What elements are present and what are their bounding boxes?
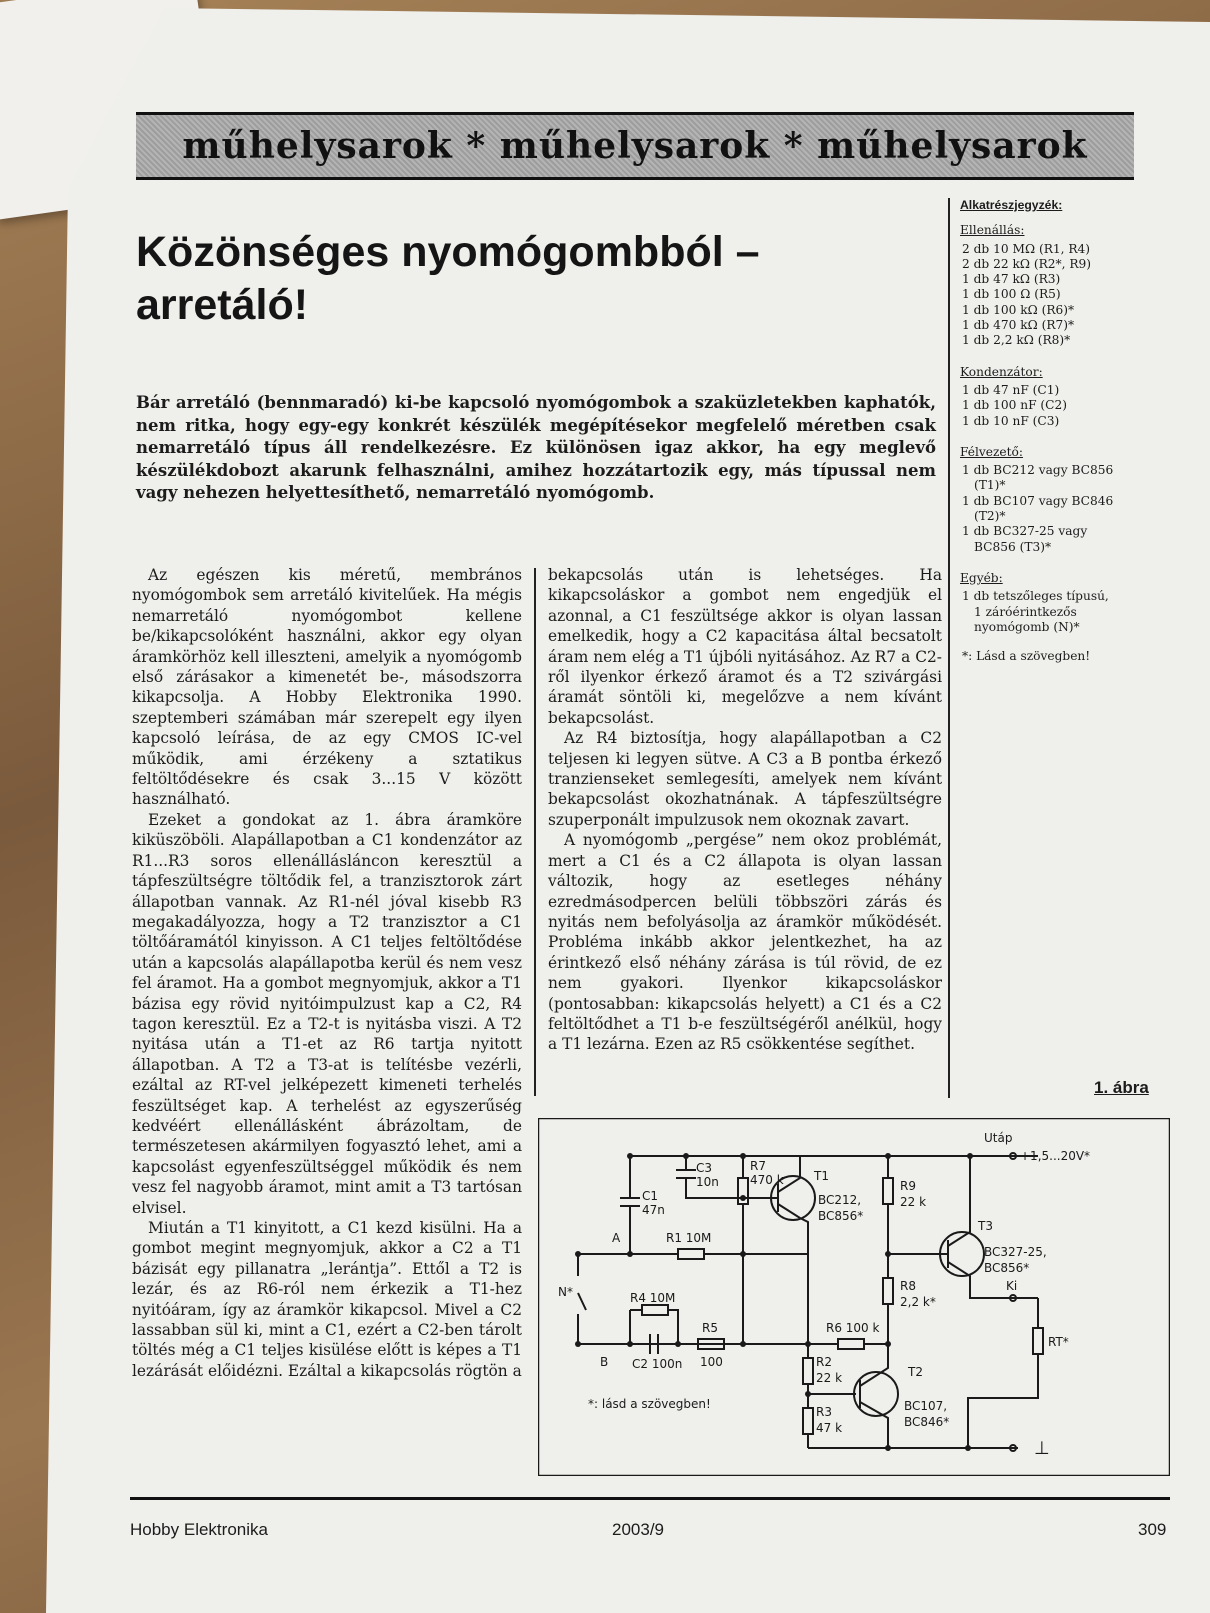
body-paragraph: Az R4 biztosítja, hogy alapállapotban a C2 teljesen ki legyen sütve. A C3 a B pontba érkező tranzienseket semlegesíti, amelyek nem kívánt bekapcsolást okozhatnának. A tápfeszültségre szuperponált impulzusok nem okoznak zavart. [548, 729, 942, 829]
parts-item: 1 db 47 kΩ (R3) [962, 272, 1061, 287]
parts-list [960, 198, 1150, 664]
circuit-diagram [538, 1118, 1170, 1476]
article-title [136, 226, 896, 332]
button-label: N* [558, 1285, 573, 1299]
semiconductors-heading: Félvezető: [960, 444, 1023, 459]
section-banner [136, 112, 1134, 180]
r1-label: R1 10M [666, 1231, 712, 1245]
parts-item: 1 db BC327-25 vagy [962, 524, 1088, 539]
resistors-heading: Ellenállás: [960, 223, 1025, 238]
t2-label: T2 [908, 1365, 923, 1379]
body-paragraph: A nyomógomb „pergése” nem okoz problémát, mert a C1 és a C2 állapota is olyan lassan változik, hogy az esetleges néhány ezredmásodpercen belüli többszöri zárás és nyitás nem befolyásolja az áramkör működését. Probléma inkább akkor jelentkezhet, ha az érintkező első néhány zárása is túl rövid, de ez nem gyakori. Ilyenkor kikapcsoláskor (pontosabban: kikapcsolás helyett) a C1 és a C2 feltöltődhet a T1 b-e feszültségéről anélkül, hogy a T1 lezárna. Ezen az R5 csökkentése segíthet. [548, 831, 942, 1054]
r6-label: R6 100 k [826, 1321, 880, 1335]
body-column-2 [548, 565, 942, 1055]
other-heading: Egyéb: [960, 570, 1003, 585]
t1-type-2: BC856* [818, 1209, 864, 1223]
parts-item: (T1)* [974, 478, 1006, 493]
parts-item: 1 db 10 nF (C3) [962, 413, 1060, 428]
c3-value: 10n [696, 1175, 719, 1189]
parts-item: 1 db 47 nF (C1) [962, 382, 1060, 397]
footer-issue: 2003/9 [612, 1520, 664, 1539]
r3-value: 47 k [816, 1421, 843, 1435]
c3-label: C3 [696, 1161, 713, 1175]
t3-label: T3 [978, 1219, 993, 1233]
parts-item: nyomógomb (N)* [974, 619, 1080, 634]
r7-label: R7 [750, 1159, 766, 1173]
output-label: Ki [1006, 1279, 1018, 1293]
parts-item: 1 db 100 kΩ (R6)* [962, 302, 1075, 317]
footer-page-number: 309 [1138, 1520, 1167, 1539]
parts-item: 1 db tetszőleges típusú, [962, 589, 1109, 604]
parts-note: *: Lásd a szövegben! [962, 649, 1091, 664]
r5-value: 100 [700, 1355, 723, 1369]
parts-item: 2 db 10 MΩ (R1, R4) [962, 241, 1091, 256]
r8-value: 2,2 k* [900, 1295, 936, 1309]
r9-label: R9 [900, 1179, 916, 1193]
c1-value: 47n [642, 1203, 665, 1217]
r2-label: R2 [816, 1355, 832, 1369]
sidebar-divider [948, 198, 950, 1098]
parts-item: 1 db 100 Ω (R5) [962, 287, 1061, 302]
r3-label: R3 [816, 1405, 832, 1419]
parts-item: 1 db BC212 vagy BC856 [962, 463, 1114, 478]
banner-text: műhelysarok * műhelysarok * műhelysarok [182, 125, 1088, 167]
node-b-label: B [600, 1355, 609, 1369]
t1-label: T1 [814, 1169, 829, 1183]
body-paragraph: bekapcsolás után is lehetséges. Ha kikapcsoláskor a gombot nem engedjük el azonnal, a C1 feszültsége akkor is olyan lassan emelkedik, hogy a C2 kapacitása által becsatolt áram nem elég a T1 újbóli nyitásához. Az R7 a C2-ről ilyenkor érkező áramot és a T2 szivárgási áramát söntöli ki, megelőzve a nem kívánt bekapcsolást. [548, 566, 942, 727]
parts-item: 1 záróérintkezős [974, 604, 1077, 619]
figure-label: 1. ábra [1094, 1078, 1149, 1097]
title-line-2: arretáló! [136, 281, 309, 329]
c2-label: C2 100n [632, 1357, 683, 1371]
parts-item: 1 db 100 nF (C2) [962, 398, 1068, 413]
title-line-1: Közönséges nyomógombból – [136, 228, 760, 276]
column-divider [534, 568, 536, 1096]
t2-type-1: BC107, [904, 1399, 948, 1413]
t3-type-2: BC856* [984, 1261, 1030, 1275]
parts-item: (T2)* [974, 509, 1006, 524]
body-paragraph: Az egészen kis méretű, membrános nyomógombok sem arretáló kivitelűek. Ha mégis nemarretáló nyomógombot kellene be/kikapcsolóként használni, akkor egy olyan áramkörhöz kell illeszteni, amelyik a nyomógomb első zárásakor a kimenetét be-, másodszorra kikapcsolja. A Hobby Elektronika 1990. szeptemberi számában már szerepelt egy ilyen kapcsoló leírása, de az egy CMOS IC-vel működik, ami érzékeny a sztatikus feltöltődésekre és csak 3...15 V között használható. [132, 566, 522, 809]
r4-label: R4 10M [630, 1291, 676, 1305]
parts-list-heading: Alkatrészjegyzék: [960, 198, 1063, 212]
footer-rule [130, 1497, 1170, 1500]
r9-value: 22 k [900, 1195, 927, 1209]
body-paragraph: Ezeket a gondokat az 1. ábra áramköre kiküszöböli. Alapállapotban a C1 kondenzátor az R1...R3 soros ellenállásláncon keresztül a tápfeszültségre töltődik fel, a tranzisztorok zárt állapotban vannak. Az R1-nél jóval kisebb R3 megakadályozza, hogy a T2 tranzisztor a C1 töltőáramától kinyisson. A C1 teljes feltöltődése után a kapcsolás alapállapotba kerül és nem vesz fel áramot. Ha a gombot megnyomjuk, akkor a T1 bázisa egy rövid nyitóimpulzust kap a C2, R4 tagon keresztül. Ez a T2-t is nyitásba viszi. A T2 nyitása után a T1-et az R6 tartja nyitott állapotban. A T2 a T3-at is telítésbe vezérli, ezáltal az RT-vel jelképezett kimeneti terhelés feszültséget kap. A terhelést az egyszerűség kedvéért ellenállásként ábrázoltam, de természetesen akármilyen fogyasztó lehet, ami a kapcsolást egyenfeszültséggel működik és nem vesz fel nagyobb áramot, mint amit a T3 tartósan elvisel. [132, 810, 522, 1217]
supply-label: Utáp [984, 1131, 1013, 1145]
r8-label: R8 [900, 1279, 916, 1293]
r7-value: 470 k [750, 1173, 784, 1187]
parts-item: BC856 (T3)* [974, 539, 1052, 554]
capacitors-heading: Kondenzátor: [960, 364, 1043, 379]
parts-item: 1 db BC107 vagy BC846 [962, 493, 1114, 508]
r5-label: R5 [702, 1321, 718, 1335]
ground-symbol: ⊥ [1034, 1438, 1050, 1459]
footer-magazine: Hobby Elektronika [130, 1520, 268, 1539]
c1-label: C1 [642, 1189, 659, 1203]
parts-item: 2 db 22 kΩ (R2*, R9) [962, 256, 1092, 271]
parts-item: 1 db 470 kΩ (R7)* [962, 318, 1075, 333]
supply-value: +1,5...20V* [1020, 1149, 1091, 1163]
t1-type-1: BC212, [818, 1193, 862, 1207]
circuit-note: *: lásd a szövegben! [588, 1397, 711, 1411]
body-paragraph: Miután a T1 kinyitott, a C1 kezd kisülni. Ha a gombot megint megnyomjuk, akkor a C2 a T1 bázisát egy pillanatra „lerántja”. Ettől a T2 is lezár, és az R6-ról nem érkezik a T1-hez nyitóáram, így az áramkör kikapcsol. Mivel a C2 lassabban sül ki, mint a C1, ezért a C2-ben tárolt töltés még a C1 teljes kisülése előtt is képes a T1 lezárását előidézni. Ezáltal a kikapcsolás rögtön a [132, 1219, 522, 1380]
t2-type-2: BC846* [904, 1415, 950, 1429]
r2-value: 22 k [816, 1371, 843, 1385]
rt-label: RT* [1048, 1335, 1069, 1349]
body-column-1 [132, 565, 522, 1381]
node-a-label: A [612, 1231, 621, 1245]
parts-item: 1 db 2,2 kΩ (R8)* [962, 333, 1071, 348]
lead-paragraph: Bár arretáló (bennmaradó) ki-be kapcsoló nyomógombok a szaküzletekben kaphatók, nem ritka, hogy egy-egy konkrét készülék megépítésekor megfelelő méretben csak nemarretáló típus áll rendelkezésre. Ez különösen igaz akkor, ha egy meglevő készülékdobozt akarunk felhasználni, amihez hozzátartozik egy, más típussal nem vagy nehezen helyettesíthető, nemarretáló nyomógomb. [136, 393, 936, 502]
t3-type-1: BC327-25, [984, 1245, 1047, 1259]
